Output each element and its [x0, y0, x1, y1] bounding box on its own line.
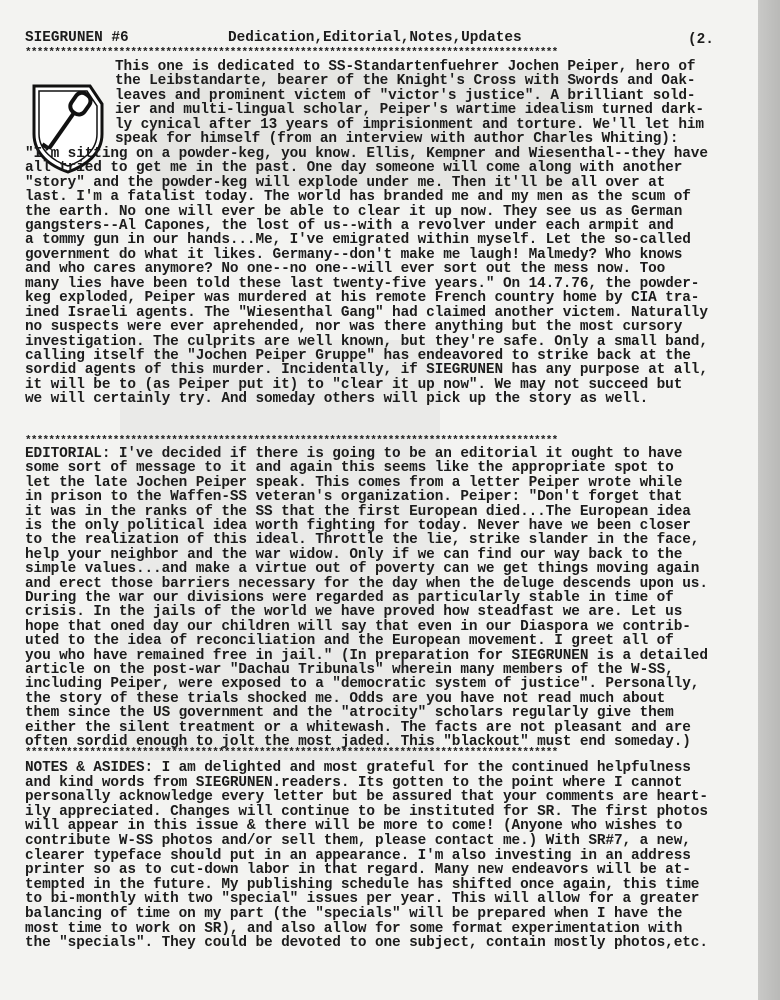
text-line: During the war our divisions were regarded as particularly stable in time of — [25, 590, 674, 606]
text-line: ier and multi-lingual scholar, Peiper's wartime idealism turned dark- — [115, 102, 704, 119]
text-line: and kind words from SIEGRUNEN.readers. Its gotten to the point where I cannot — [25, 774, 683, 791]
text-line: government do what it likes. Germany--don't make me laugh! Malmedy? Who knows — [25, 246, 683, 263]
text-line: "I'm sitting on a powder-keg, you know. Ellis, Kempner and Wiesenthal--they have — [25, 145, 708, 162]
text-line: the earth. No one will ever be able to clear it up now. They see us as German — [25, 203, 683, 220]
text-line: personally acknowledge every letter but be assured that your comments are heart- — [25, 789, 708, 806]
text-line: ily appreciated. Changes will continue to be instituted for SR. The first photos — [25, 803, 708, 820]
text-line: them since the US government and the "atrocity" scholars regularly give them — [25, 705, 674, 722]
text-line: all tried to get me in the past. One day someone will come along with another — [25, 160, 683, 177]
text-line: gangsters--Al Capones, the lost of us--with a revolver under each armpit and — [25, 217, 674, 234]
text-line: let the late Jochen Peiper speak. This comes from a letter Peiper wrote while — [25, 474, 683, 491]
text-line: contribute W-SS photos and/or sell them, please contact me.) With SR#7, a new, — [25, 833, 691, 849]
text-line: ined Israeli agents. The "Wiesenthal Gang" had claimed another victem. Naturally — [25, 304, 708, 321]
text-line: and erect those barriers necessary for the day when the deluge descends upon us. — [25, 575, 708, 592]
text-line: simple values...and make a virtue out of poverty can we get things moving again — [25, 561, 700, 578]
text-line: many lies have been told these last twenty-five years." On 14.7.76, the powder- — [25, 275, 700, 292]
page-edge — [758, 0, 780, 1000]
text-line: you who have remained free in jail." (In preparation for SIEGRUNEN is a detailed — [25, 647, 708, 664]
text-line: including Peiper, were exposed to a "democratic system of justice". Personally, — [25, 676, 700, 693]
text-line: printer so as to cut-down labor in that regard. Many new endeavors will be at- — [25, 862, 691, 879]
text-line: sordid agents of this murder. Incidentally, if SIEGRUNEN has any purpose at all, — [25, 362, 708, 379]
page-number: (2. — [688, 32, 714, 48]
divider: ******************************************************************************************* — [25, 747, 558, 759]
text-line: NOTES & ASIDES: I am delighted and most grateful for the continued helpfulness — [25, 760, 691, 776]
text-line: either the silent treatment or a whitewash. The facts are not pleasant and are — [25, 719, 691, 736]
text-line: crisis. In the jails of the world we have proved how steadfast we are. Let us — [25, 604, 683, 621]
text-line: uted to the idea of reconciliation and the European movement. I greet all of — [25, 633, 674, 650]
text-line: often sordid enough to jolt the most jaded. This "blackout" must end someday.) — [25, 734, 691, 750]
text-line: no suspects were ever aprehended, nor was there anything but the most cursory — [25, 319, 683, 336]
page-title: Dedication,Editorial,Notes,Updates — [228, 30, 522, 46]
text-line: investigation. The culprits are well known, but they're safe. Only a small band, — [25, 333, 708, 350]
text-line: and who cares anymore? No one--no one--will ever sort out the mess now. Too — [25, 261, 666, 278]
text-line: EDITORIAL: I've decided if there is going to be an editorial it ought to have — [25, 446, 683, 462]
text-line: hope that oned day our children will say that even in our Diaspora we contrib- — [25, 618, 691, 635]
divider: ******************************************************************************************* — [25, 47, 558, 59]
text-line: balancing of time on my part (the "specials" will be prepared when I have the — [25, 906, 683, 922]
text-line: it was in the ranks of the SS that the first European died...The European idea — [25, 503, 691, 520]
text-line: "story" and the powder-keg will explode under me. Then it'll be all over at — [25, 174, 666, 191]
text-line: to bi-monthly with two "special" issues per year. This will allow for a greater — [25, 891, 700, 908]
text-line: the Leibstandarte, bearer of the Knight's Cross with Swords and Oak- — [115, 73, 696, 90]
text-line: last. I'm a fatalist today. The world has branded me and my men as the scum of — [25, 189, 691, 206]
text-line: calling itself the "Jochen Peiper Gruppe" has endeavored to strike back at the — [25, 348, 691, 364]
text-line: most time to work on SR), and also allow for some format experimentation with — [25, 920, 683, 937]
text-line: leaves and prominent victem of "victor's justice". A brilliant sold- — [115, 87, 696, 104]
text-line: tempted in the future. My publishing schedule has shifted once again, this time — [25, 876, 700, 893]
text-line: help your neighbor and the war widow. Only if we can find our way back to the — [25, 546, 683, 563]
text-line: keg exploded, Peiper was murdered at his remote French country home by CIA tra- — [25, 290, 700, 307]
text-line: to the realization of this ideal. Throttle the lie, strike slander in the face, — [25, 532, 700, 549]
text-line: the story of these trials shocked me. Odds are you have not read much about — [25, 690, 666, 707]
divider: ******************************************************************************************* — [25, 435, 558, 447]
text-line: is the only political idea worth fighting for today. Never have we been closer — [25, 518, 691, 534]
text-line: article on the post-war "Dachau Tribunals" wherein many members of the W-SS, — [25, 662, 674, 678]
text-line: This one is dedicated to SS-Standartenfuehrer Jochen Peiper, hero of — [115, 59, 696, 75]
issue-label: SIEGRUNEN #6 — [25, 30, 129, 46]
text-line: speak for himself (from an interview with author Charles Whiting): — [115, 131, 679, 148]
text-line: the "specials". They could be devoted to one subject, contain mostly photos,etc. — [25, 935, 708, 952]
text-line: will appear in this issue & there will be more to come! (Anyone who wishes to — [25, 818, 683, 835]
text-line: we will certainly try. And someday others will pick up the story as well. — [25, 391, 649, 408]
text-line: clearer typeface should put in an appearance. I'm also investing in an address — [25, 847, 691, 864]
text-line: some sort of message to it and again this seems like the appropriate spot to — [25, 460, 674, 477]
text-line: a tommy gun in our hands...Me, I've emigrated within myself. Let the so-called — [25, 232, 691, 249]
text-line: ly cynical after 13 years of imprisionment and torture. We'll let him — [115, 116, 704, 133]
text-line: it will be to (as Peiper put it) to "clear it up now". We may not succeed but — [25, 376, 683, 393]
text-line: in prison to the Waffen-SS veteran's organization. Peiper: "Don't forget that — [25, 489, 683, 506]
